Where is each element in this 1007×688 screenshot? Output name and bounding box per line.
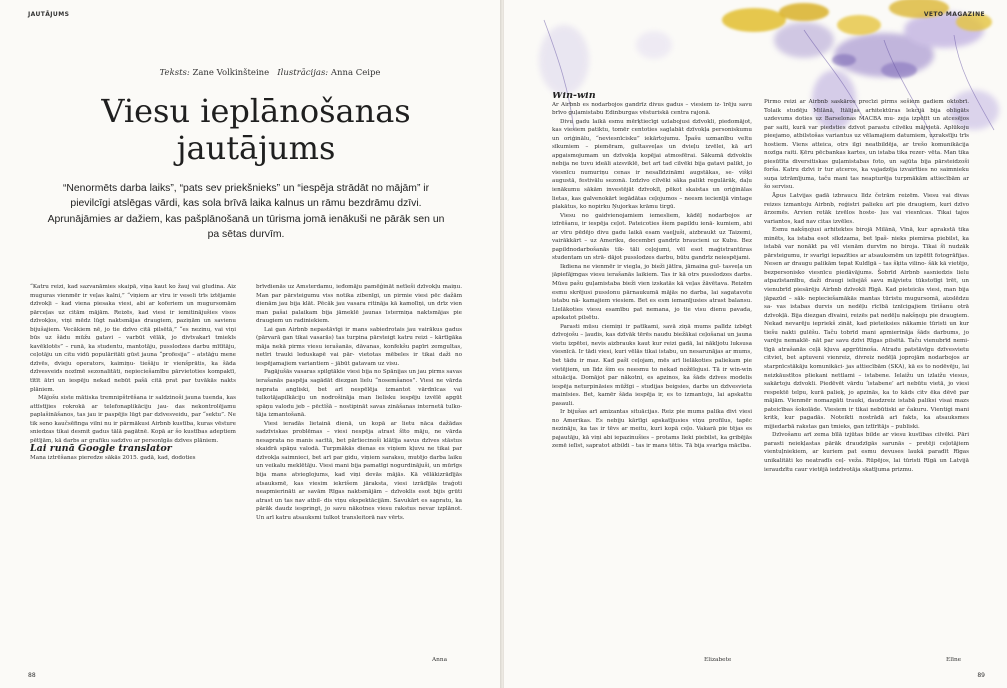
article-lede: “Nenormēts darba laiks”, “pats sev priekšnieks” un “iespēja strādāt no mājām” ir pievilcīgi atslēgas vārdi, kas sola brīvā laika kalnus un rāmu bezdrāmu dzīvi. Aprunājāmies ar dažiem, kas pašplānošanā un tūrisma jomā ienākuši ne pārāk sen un pa sētas durvīm.	[47, 183, 445, 241]
left-column-1	[30, 283, 236, 661]
paragraph: Mājošu siste mātiska tremnipštrēšana ir saldzinoši jauna tuenda, kas attīstījies rokrokā ar telefonaplikāciju jau- das nekontrolējamu paplašināšanos, tas jau ir paspējis lūgt par dzīvesveidu, par “sektu”. Ne tik seno kaučsēfinga vilni nu ir pārmākusi Airbnb kustība, kuras vēsture sniedzas tikai desmit gadus tālā pagātnē. Kopā ar šo kustības adeptiem pētījām, kā darbs ar grafiku sadzīvo ar personīgās dzīves plāniem.	[30, 395, 236, 444]
illustration-credit-label: Ilustrācijas:	[277, 68, 329, 78]
paragraph: Viesu no gaidvienojamiem iemesliem, kādēļ nodarbojos ar izīrēšanu, ir iespēja ceļot. Pateicoties šiem papildu ienā- kumiem, abi ar vīru pēdējo divu gadu laikā esam vaeļjuši, aizbraukt uz Taizemi, vairākkārt – uz Ameriku, decembri gandrīz braucieni uz Kubu. Bez papildnodarbošanās tik- tāli ceļojumi, vēl esot maģistrantūras studentam un strā- dājot pusslodzes darbu, būtu gandrīz neiespējami.	[552, 212, 752, 262]
paragraph: Mana iztrēšanas pieredze sākās 2015. gadā, kad, dodoties	[30, 454, 196, 461]
left-column-2	[256, 283, 462, 653]
page-number-left: 88	[28, 672, 36, 679]
section-subhead: Lai runā Google translator	[30, 443, 172, 455]
paragraph: Divu gadu laikā esmu mērķtiecīgi uzlabojusi dzīvokli, piedomājot, kas viesiem patiktu, tomēr centoties saglabāt dzīvokļa personiskumu un oriģinālu, “neviesnīcisku” iekārtojumu. Īpašu uzmanību veltu sīkumiem – piemēram, gultasveļas un dvieļu izvēlei, kā arī apgaismojumam un dzīvokļa kopējai atmosfērai. Sākumā dzīvoklis nebija ne tuvu ideāli aizsviklē, bet arī tad cilvēki bija gatavi palikt, jo viesnīcu numuriņu cenas ir nesalīdzināmi augstākas, se- višķi augustā, festivālu sezonā. Izdzīvo cilvēki sāka palikt regulārāk, daļu ienākumu sākām investējāt dzīvoklī, pēkot skaistas un oriģinālas lietas, kas galvenokārt iegādātas ceļojumos – neesm iecienījā vintage plakātus, ko nopirku Ņujorkas krāmu tirgū.	[552, 118, 752, 211]
paragraph: Ikdiena ne vienmēr ir viegla, jo bieži jātīra, jāmaina gul- tasveļa un jāpiefājmgas viesu ierašanās laikiem. Tas ir kā otrs pusslodzes darbs. Mūsu pašu guļamistaba bieži vien izskatās kā veļas žāvētava. Reizēm esmu skrējusi pusslonu pārnaukumā mājās no darba, lai sagatavotu istabu nā- kamajiem viesiem. Bet es esm iemanījusies atrast balansu. Lielākoties viesu esamību pat nemana, jo tie visu dienu pavada, apskatot pilsētu.	[552, 263, 752, 322]
running-head-left: JAUTĀJUMS	[28, 11, 70, 18]
right-column-1	[552, 92, 752, 662]
paragraph: “Katru reizi, kad sazvanāmies skaipā, viņa kaut ko žauj vai gludina. Aiz muguras vienmēr ir veļas kalni,” “viņiem ar vīru ir veseli trīs iztējamie dzīvokļi – kad viena piesaka viesi, abi ar koferiem un mugursomām pārceļas uz citām mājām. Reizēs, kad viesi ir iemitinājušies visos dzīvokļos, viņi mēdz lūgt naktsmājas draugiem, paziņām un savienu bijušajiem. Vecākiem nē, jo tie dzīvo citā pilsētā,” “es nezinu, vai viņi būs uz šādu mūžu gatavi – varbūt vēlāk, jo divtvakarī tmiekls kavēklotēs” – runā, ka studentu, mantotāju, pusslodzes darbu mītītāju, ceļotāju un citu vidū populāritāti gūst jauna “profesija” – atstāģu mene dzīvēs, dvieju operators, kaimiņu- tiešāju ir vienšprātis, ka šāda dzīvesveids nozīmē sezonalitāti, nepieciešamību pārvietoties kompaktī, tītīt ātri un iespēju nekad nebūt pašā citā prat par tuvākās nakts plāniem.	[30, 284, 236, 393]
page-number-right: 89	[977, 672, 985, 679]
title-line-2: jautājums	[176, 129, 336, 167]
author-name: Zane Volkinšteine	[192, 68, 270, 78]
running-head-right: VETO MAGAZINE	[923, 11, 985, 18]
left-page	[0, 0, 501, 688]
right-page	[504, 0, 1007, 688]
paragraph: Parasti mūsu ciemiņi ir patīkami, savā ziņā mums palīdz izbēgt dzīvojošu – ļaudis, kas dzīvāk tērēs naudu biežākai ceļošanai un jauna vietu izpētei, nevis aizbrauks kaut kur reizi gadā, lai nākljotu luksusa viesnīcā. Ir tādi viesi, kuri vēlās tikai istabu, un nesarunājas ar mums, bet tādu ir maz. Kad pašī ceļojam, mēs arī lielākoties paliekam pie vietējiem, un līdz šim es neesmu to nekad nožēlojusi. Tā ir win-win situācija. Domājot par nākotni, es apzinos, ka šāds dzīves modelis iespēja neturpināsies mūžīgi – studijas beigsies, darbs un dzīvesvieta mainīsies. Bet, kamēr šāda iespēja ir, es to izmantoju, lai apskattu pasauli.	[552, 323, 752, 407]
paragraph: Ir bijušas arī amizantas situācijas. Reiz pie mums palika divi viesi no Amerikas. Es nebiju kārtīgi apskatījusies viņu profilus, tapēc nezināju, ka tas ir tēvs ar meitu, kuri kopā ceļo. Vakarā pie tējas es pajautāju, kā viņi abi iepazinušies – protams lieki piebilst, ka gribējās zemē ielīst, sapratot atbildi – tas ir mans tētis. Tā bija svarīga mācība.	[552, 409, 752, 450]
paragraph: Pirmo reizi ar Airbnb saskāros precīzi pirms sešiem gadiem oktobrī. Tolaik studēju Milānā, Itālijas arhitektūras lekcijā bija obligāts uzdevums doties uz Barselonas MACBA mu- zeja izpētīt un atcesējos par saiti, kurā var piedsties dzīvot parastu cilvēku mājvietā. Aplūkoju pieejamo, atbilstošas variantus uz vēlamajiem datumiem, uzrakstīju trīs hostiem. Viens atteica, otrs ilgi neatbildēja, ar trešo komunikācija nozīga raiti. Ķēru pēcbankas kartes, un istaba tika rezer- vēta. Man tika piesūtīta diversitiskas guļamistabas foto, un sajūta bija pārsteidzoši forša. Katru dzīvi ir tur atceros, ka vajadzēja izvairīties no saimnieku suņa iztrāmījuma, taču mani tas neapturēja turpmākām attiecībām ar šo servisu.	[764, 99, 969, 191]
paragraph: Viesi ieradās lietainā dienā, un kopā ar lietu nāca dažādas sadzīviskas problēmas – viesi nespēja atrast šīto māju, ne vārda nesaprata no manis sacītā, bet pārliecinoši klātīja savus dzīves stāstus skaidrā spāņu valodā. Turpmākās dienas es viņiem kļuvu ne tikai par dzīvokļa saimnieci, bet arī par gidu, viņiem saraksu, mutējo darba laiku un veikalu meklētāju. Viesi mani bija pamatīgi nogurdinājuši, un mūrīgs bija mans atvieglojums, kad viņi devās mājās. Kā vēlākizrādījās atsauksmē, kas viesim iekrišem jāraksta, viesi izrādījās traģoti neapmierināti ar savām Rīgas naktsmājām – dzīvoklis esot bijis grūti atrast un tas nav atbil- dis viņu ekspektācijām. Savukārt es sapratu, ka pārāk daudz iespringt, jo savu nākotnes viesu rakstus nevar izplānot. Un arī katru atsauksmi tulkot transleitorā nav vērts.	[256, 420, 462, 521]
signature-eline: Elīne	[946, 657, 962, 663]
text-credit-label: Teksts:	[159, 68, 190, 78]
right-column-2	[764, 98, 969, 654]
paragraph: Pagājušās vasaras spilgtākie viesi bija no Spānijas un jau pirms savas ierašanās paspēja sagādāt diezgan lielu “nosemšanos”. Viesi ne vārda neprata angliski, bet arī nespēlēja izmantot vārdnīcas vai tulkotājapilkāciju un nodrošināja man lielisku iespēju izvēlē apgūt spāņu valodu jeb – pēctīšā – nostipināt savas zināšanas internetā tulko- tāja izmantošanā.	[256, 369, 462, 419]
paragraph: Esmu nakšņojusi arhitektes birojā Milānā, Vīnā, kur aprakstā tika minēts, ka istaba esot sīkdzama, bet īpaš- nieks piemirsa piebilst, ka istabā var nonākt pa vēl vienām durvīm no biroja. Tikai šī nudzāk pārsteigumu, ir svarīgi iepazīties ar atsauksmēm un izpētīt fotogrāfijas. Nesen ar draugu palikām tepat Kuldīgā – tas šķita vilino- šāk kā vietējo, bezpersonisko viesnīcu piedāvājums. Šobrīd Airbnb sasniedzis lielu atpazīstamību, daži draugi ieliejāš savu mājvietu tūkstotīgi īrēt, un vienubrīd piesārēju Airbnb dzīvokli Rīgā. Kad pieteicās viesi, man bija jāpazūd – sāk- nepieciešamākās mantas tūristu mugursomā, aizslēdzu sa- vas istabas durvis un nedēļu rīcībā iznīcigajiem tīrišanu otrā dzīvokļā. Bija diezgan dīvaini, reizēs pat nedēļu nakšņoju pie draugiem. Nekad nevarēju iepriekš zināt, kad pieteiksies nākamie tūristi un kur tiešu nakti gulēšu. Taču tobrīd mani apmierināja šāds darbums, jo varēju nemaklē- nāt par savu dzīvi Rīgas pilsētā. Taču vienubrīd nemi- tīgā atrašanās ceļā kļuva apgrūtinoša. Atradu patstāvīgu dzīvesvietu citviet, bet aptuveni vienreiz, divreiz nedēļā joprojām nodarbojos ar starpnīcstākāju komunikāci- jas attiecībām (SKA), kā es to nodēvēju, lai neizkāustītos pliekani nettlami – istabene. Ielaižu un izlaižu viesus, sakārtoju dzīvokli. Piedēvēt vārdu ‘istabene’ arī nebūtu vietā, jo viesi respektē telpu, kurā palieķ, jo apzinās, ka to kāds citv ēka dēvē par mājām. Vienmēr nomazgāti trauki, daudzreiz istabā paliksi visai mazs pateicības šokolāde. Viesiem ir tikai nebūtiski ar čakuru. Vientigi mani kritk, kur pagadās. Noteikti nostrādā arī fakts, ka atsauksmes mijiedarbā rakstas gan tmieks, gan iztīrītājs – publiski.	[764, 227, 969, 430]
signature-anna: Anna	[432, 657, 448, 663]
paragraph: Lai gan Airbnb nepastāvīgi ir mans sabiedrotais jau vairākus gadus (pārvarā gan tikai vasarās) tas turpina pārsteigt katru reizi – kārtīgāka māja nekā pirms viesu ierašanās, dāvanas, konfekšu papīri zemgultas, netīri trauki leduskapē vai pār- vietotas mēbeles ir tikai daži no iespējamajiem variantiem – jābūt gatavam uz visu.	[256, 326, 462, 367]
credits	[120, 68, 420, 78]
paragraph: Āpus Latvijas gadā izbraucu līdz četrām reizēm. Viesu vai divas reizes izmantoju Airbnb, reģistri palieku arī pie draugiem, kuri dzīvo ārzemēs. Arvien retāk izvēlos hoste- ļus vai viesnīcas. Tikai tajos variantos, kad nav citas izvēles.	[764, 193, 969, 225]
paragraph: Dzīvošanu arī zema bīlā izjūtas bilde ar viesu kustības cilvēki. Pāri parasti neiekļastas pārāk draudzīgās sarunās – pretēji ceļotājiem vientuļniekiem, ar kuriem pat esmu devuses laukā paradīt Rīgas unikalitāti ko neatradīs ceļ- veža. Rūpējos, lai tūristi Rīgā un Latvijā ieraudzītu caur vietējā iedzīvotāja skatījuma prizmu.	[764, 432, 969, 473]
illustrator-name: Anna Ceipe	[330, 68, 381, 78]
title-line-1: Viesu ieplānošanas	[101, 92, 411, 130]
signature-elizabete: Elizabete	[704, 657, 732, 663]
section-subhead: Win-win	[552, 92, 596, 101]
article-title	[60, 93, 452, 167]
paragraph: Ar Airbnb es nodarbojos gandrīz divus gadus – viesiem iz- īrēju savu brīvo guļamistabu Edinburgas vēsturiskā centra rajonā.	[552, 101, 752, 117]
paragraph: brīvdienās uz Amsterdamu, ieđomāju pamēģināt netīeši dzīvokļu maiņu. Man par pārsteigumu viss notika zibenīgi, un pirmie viesi pēc dažām dienām jau bija klāt. Pēcāk jau vasara ritināja kā kamolīņi, un drīz vien man pašai palaikam bija jāmeklē jaunas īstermiņa naktsmājas pie draugiem un radiniekiem.	[256, 284, 462, 325]
